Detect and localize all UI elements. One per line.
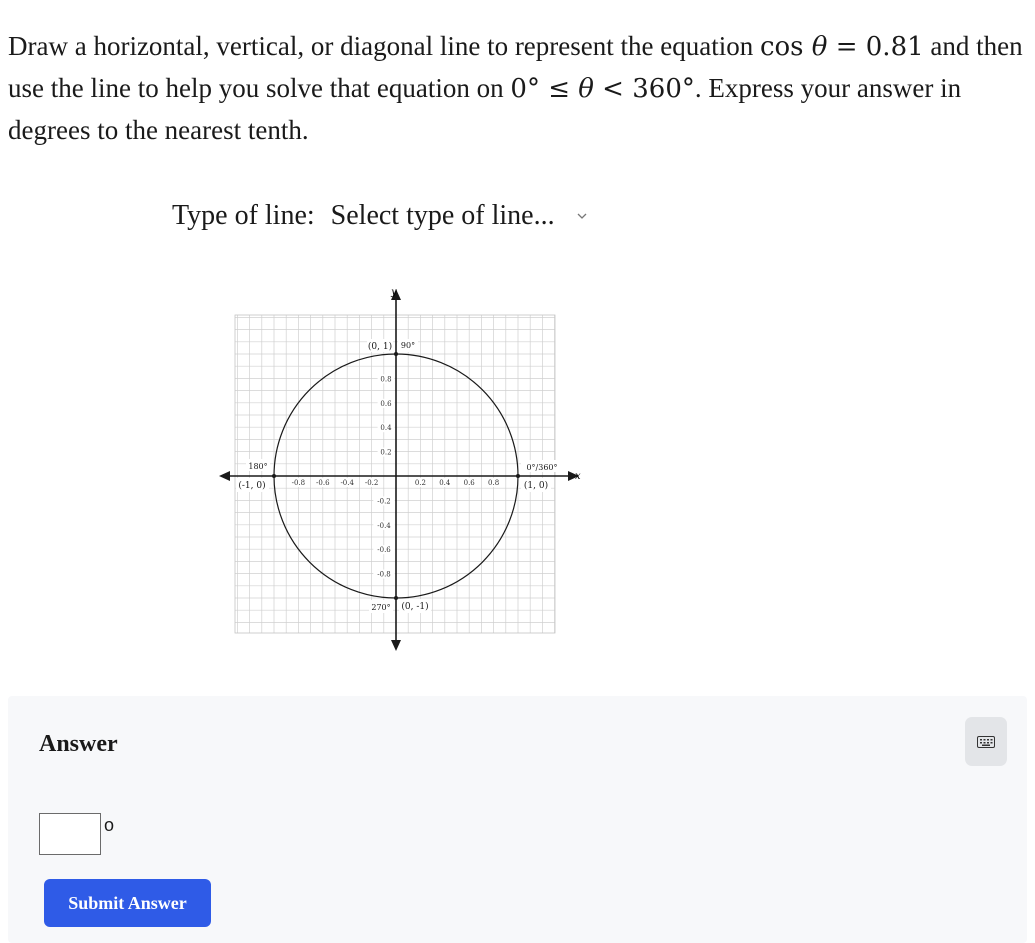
x-axis-left-arrow <box>219 471 230 481</box>
interval-end: < 360° <box>593 74 695 104</box>
y-axis-label: y <box>391 287 397 298</box>
angle-right-label: 0°/360° <box>526 463 558 472</box>
question-text-part-3: . Express your answer in degrees to the nearest tenth. <box>8 73 962 145</box>
x-tick-label: 0.2 <box>414 479 426 487</box>
point-left-label: (-1, 0) <box>238 481 266 491</box>
y-tick-label: -0.8 <box>377 570 391 579</box>
question-text-part-2: and then use the line to help you solve that equation on <box>8 31 1023 103</box>
angle-left-label: 180° <box>248 462 268 471</box>
point-top-label: (0, 1) <box>367 342 393 352</box>
x-axis-label: x <box>575 471 581 482</box>
y-tick-label: 0.6 <box>380 399 392 408</box>
answer-panel <box>8 696 1027 943</box>
unit-circle-svg[interactable] <box>216 285 582 655</box>
x-tick-label: -0.2 <box>364 479 379 487</box>
angle-bottom-label: 270° <box>371 603 391 612</box>
y-tick-label: 0.8 <box>380 375 392 384</box>
x-tick-label: -0.8 <box>291 479 306 487</box>
keyboard-button[interactable] <box>965 717 1007 766</box>
y-tick-label: -0.4 <box>377 521 391 530</box>
y-tick-label: 0.4 <box>380 424 392 433</box>
question-text-part-1: Draw a horizontal, vertical, or diagonal line to represent the equation <box>8 31 760 61</box>
equation-value: = 0.81 <box>827 32 924 62</box>
answer-label: Answer <box>39 731 118 757</box>
x-tick-label: 0.4 <box>439 479 451 487</box>
equation <box>760 32 924 62</box>
interval-start: 0° ≤ <box>510 74 579 104</box>
point-top <box>394 352 398 356</box>
chevron-down-icon <box>577 211 587 221</box>
line-type-row <box>172 200 587 232</box>
y-tick-label: -0.2 <box>377 497 391 506</box>
unit-circle-graph[interactable] <box>216 285 582 655</box>
y-tick-label: -0.6 <box>377 546 391 555</box>
equation-function: cos <box>759 32 812 62</box>
grid <box>235 315 558 633</box>
degree-unit: o <box>104 815 115 835</box>
point-right <box>516 474 520 478</box>
point-bottom <box>394 596 398 600</box>
angle-top-label: 90° <box>400 341 416 350</box>
answer-input[interactable] <box>39 813 101 855</box>
point-right-label: (1, 0) <box>523 481 549 491</box>
interval-variable: θ <box>578 74 594 104</box>
submit-answer-button[interactable]: Submit Answer <box>44 879 211 927</box>
point-left <box>272 474 276 478</box>
line-type-select[interactable] <box>331 200 587 232</box>
x-tick-label: -0.4 <box>340 479 354 487</box>
equation-variable: θ <box>811 32 828 62</box>
y-tick-label: 0.2 <box>380 448 392 457</box>
interval <box>510 74 694 104</box>
line-type-select-value: Select type of line... <box>330 200 555 231</box>
line-type-label: Type of line: <box>172 200 315 231</box>
y-axis-down-arrow <box>391 640 401 651</box>
point-bottom-label: (0, -1) <box>401 602 429 612</box>
x-tick-label: 0.8 <box>488 479 500 487</box>
question-text <box>8 26 1023 151</box>
x-tick-label: 0.6 <box>463 479 475 487</box>
x-tick-label: -0.6 <box>316 479 330 487</box>
keyboard-icon <box>977 736 995 748</box>
grid-border <box>235 315 558 633</box>
